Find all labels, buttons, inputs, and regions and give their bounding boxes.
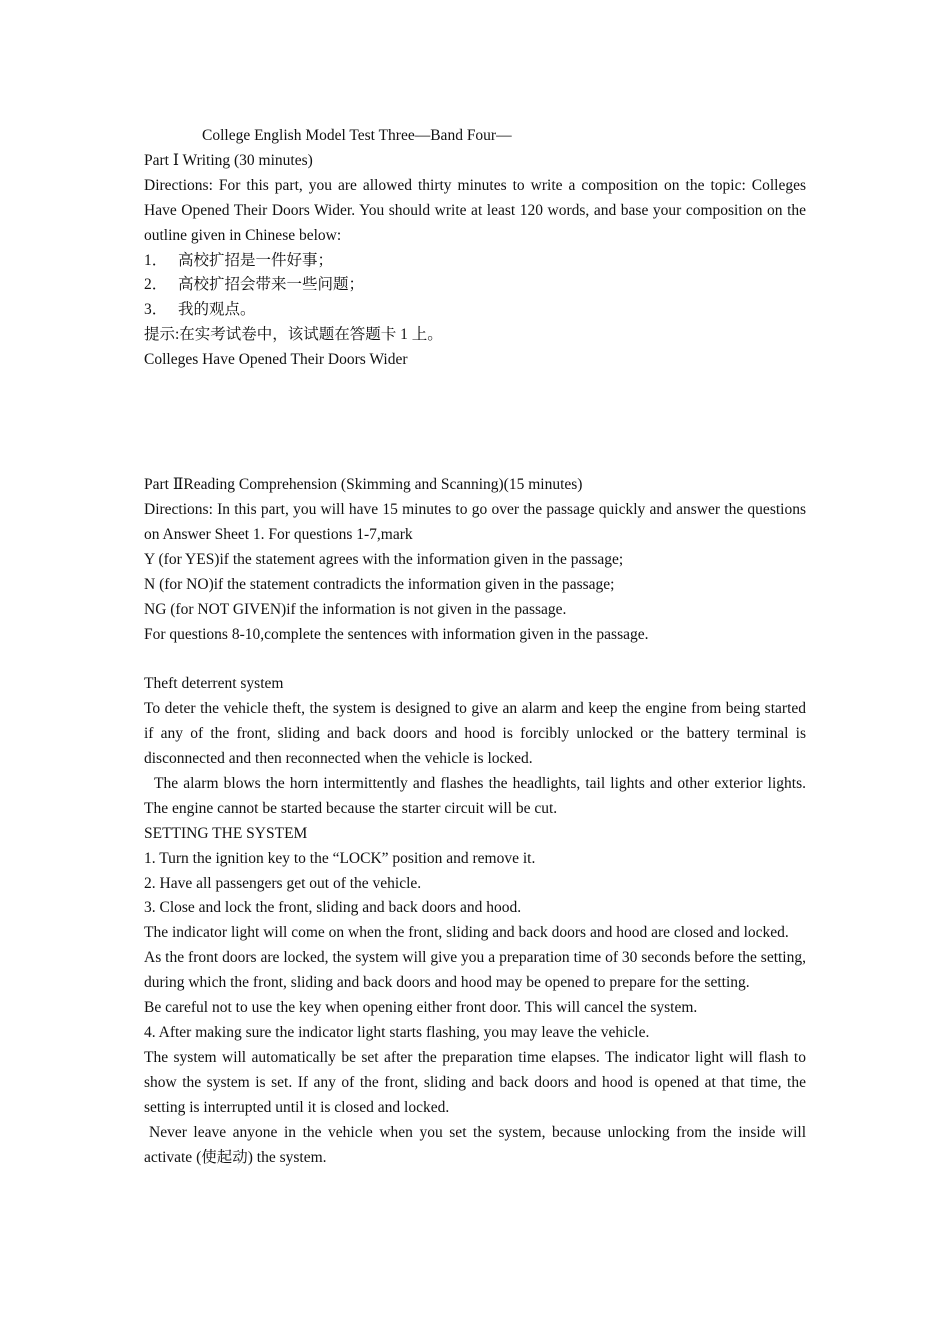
passage-paragraph: The alarm blows the horn intermittently and flashes the headlights, tail lights and other exterior lights. The engine cannot be started because the starter circuit will be cut.	[144, 774, 806, 817]
mark-instruction: NG (for NOT GIVEN)if the information is not given in the passage.	[144, 600, 567, 618]
blank-line	[144, 647, 806, 672]
outline-item-text: 我的观点。	[178, 301, 256, 319]
questions-8-10-instruction: For questions 8-10,complete the sentences with information given in the passage.	[144, 625, 649, 643]
outline-item-text: 高校扩招是一件好事；	[178, 251, 334, 269]
part1-directions: Directions: For this part, you are allowed thirty minutes to write a composition on the topic: Colleges Have Opened Their Doors Wider. You should write at least 120 words, and base your composition on the outline given in Chinese below:	[144, 176, 806, 244]
passage-paragraph: Be careful not to use the key when opening either front door. This will cancel the system.	[144, 999, 698, 1017]
passage-paragraph: As the front doors are locked, the system will give you a preparation time of 30 seconds before the setting, during which the front, sliding and back doors and hood may be opened to prepare for the setting.	[144, 949, 806, 992]
mark-instruction: N (for NO)if the statement contradicts the information given in the passage;	[144, 575, 615, 593]
document-title: College English Model Test Three—Band Four—	[202, 127, 512, 144]
passage-paragraph: To deter the vehicle theft, the system is designed to give an alarm and keep the engine from being started if any of the front, sliding and back doors and hood is forcibly unlocked or the battery terminal is disconnected and then reconnected when the vehicle is locked.	[144, 700, 806, 768]
setting-step: 2. Have all passengers get out of the vehicle.	[144, 874, 422, 892]
document-page	[144, 124, 806, 1170]
outline-item-number: 2．	[144, 276, 168, 294]
exam-tip: 提示:在实考试卷中，该试题在答题卡 1 上。	[144, 326, 443, 344]
setting-step: 4. After making sure the indicator light starts flashing, you may leave the vehicle.	[144, 1023, 650, 1041]
passage-paragraph: The indicator light will come on when the front, sliding and back doors and hood are closed and locked.	[144, 924, 789, 942]
passage-paragraph: The system will automatically be set after the preparation time elapses. The indicator light will flash to show the system is set. If any of the front, sliding and back doors and hood is opened at that time, the setting is interrupted until it is closed and locked.	[144, 1048, 806, 1116]
outline-item-text: 高校扩招会带来一些问题；	[178, 276, 365, 294]
mark-instruction: Y (for YES)if the statement agrees with the information given in the passage;	[144, 550, 624, 568]
part2-directions: Directions: In this part, you will have 15 minutes to go over the passage quickly and answer the questions on Answer Sheet 1. For questions 1-7,mark	[144, 500, 806, 543]
passage-title: Theft deterrent system	[144, 675, 284, 693]
composition-topic: Colleges Have Opened Their Doors Wider	[144, 351, 408, 369]
writing-space	[144, 373, 806, 473]
outline-item-number: 3．	[144, 301, 168, 319]
passage-paragraph: Never leave anyone in the vehicle when you set the system, because unlocking from the inside will activate (使起动) the system.	[144, 1123, 806, 1166]
outline-item	[144, 298, 806, 323]
outline-item	[144, 249, 806, 274]
setting-step: 1. Turn the ignition key to the “LOCK” position and remove it.	[144, 849, 536, 867]
outline-item-number: 1．	[144, 251, 168, 269]
setting-step: 3. Close and lock the front, sliding and back doors and hood.	[144, 899, 522, 917]
outline-item	[144, 273, 806, 298]
section-heading: SETTING THE SYSTEM	[144, 824, 308, 842]
part1-heading: Part Ⅰ Writing (30 minutes)	[144, 151, 313, 169]
part2-heading: Part ⅡReading Comprehension (Skimming and Scanning)(15 minutes)	[144, 476, 583, 494]
